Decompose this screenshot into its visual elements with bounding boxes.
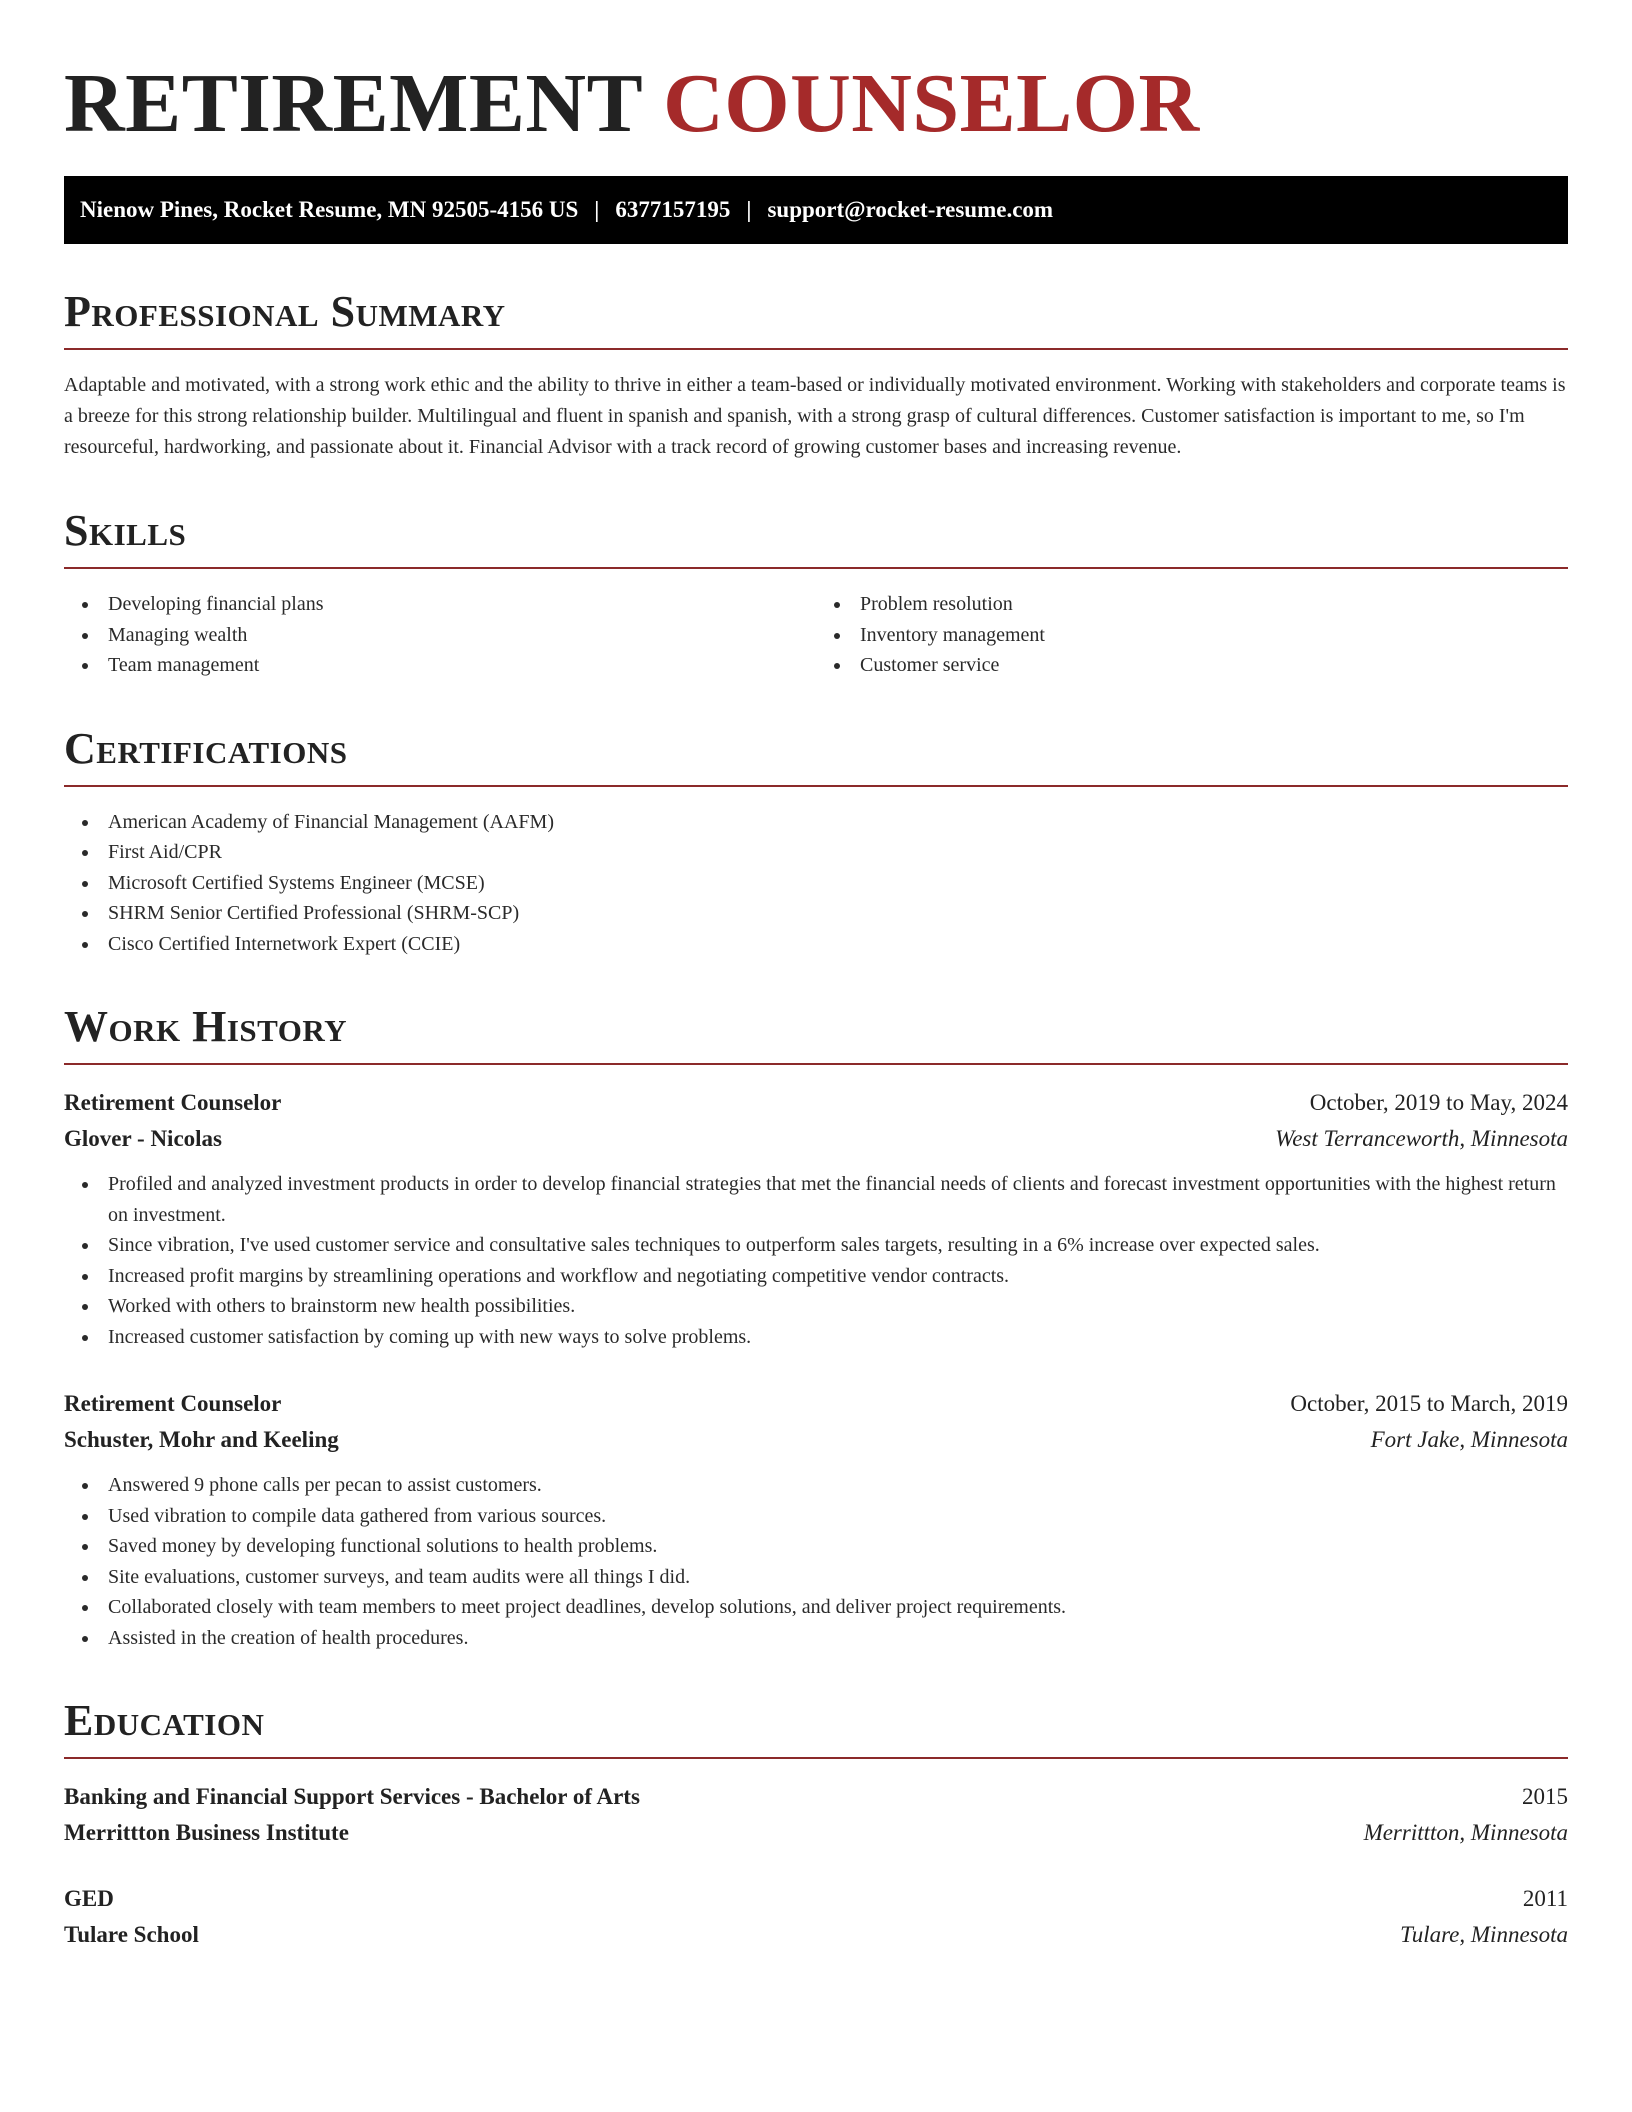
education-degree-row [64, 1779, 1568, 1815]
job-dates: October, 2015 to March, 2019 [1290, 1391, 1568, 1416]
certification-item: Microsoft Certified Systems Engineer (MCSE) [82, 868, 1568, 899]
contact-bar [64, 176, 1568, 244]
section-title-work-history: Work History [64, 1002, 348, 1051]
skills-section [64, 507, 1568, 681]
certification-item: SHRM Senior Certified Professional (SHRM-SCP) [82, 898, 1568, 929]
section-divider [64, 1757, 1568, 1759]
section-title-certifications: Certifications [64, 723, 348, 773]
job-location: West Terranceworth, Minnesota [1275, 1126, 1568, 1151]
job-duty-item: Increased profit margins by streamlining operations and workflow and negotiating competitive vendor contracts. [82, 1261, 1568, 1292]
certifications-list [64, 807, 1568, 960]
skill-item: Developing financial plans [82, 589, 816, 620]
section-divider [64, 1063, 1568, 1065]
job-company-row [64, 1121, 1568, 1157]
title-first-word: RETIREMENT [64, 57, 642, 150]
contact-phone: 6377157195 [615, 197, 731, 222]
title-second-word: COUNSELOR [663, 57, 1200, 150]
education-school: Tulare School [64, 1922, 199, 1947]
contact-email: support@rocket-resume.com [767, 197, 1054, 222]
job-company-row [64, 1422, 1568, 1458]
job-duty-item: Saved money by developing functional solutions to health problems. [82, 1531, 1568, 1562]
education-entry [64, 1881, 1568, 1953]
section-divider [64, 785, 1568, 787]
job-title: Retirement Counselor [64, 1391, 282, 1416]
contact-separator: | [746, 197, 752, 222]
contact-separator: | [594, 197, 600, 222]
job-duty-item: Assisted in the creation of health procedures. [82, 1623, 1568, 1654]
certification-item: First Aid/CPR [82, 837, 1568, 868]
job-duties-list [64, 1470, 1568, 1653]
skills-list-left [64, 589, 816, 681]
education-entry [64, 1779, 1568, 1851]
job-duty-item: Increased customer satisfaction by coming up with new ways to solve problems. [82, 1322, 1568, 1353]
education-year: 2011 [1522, 1886, 1568, 1911]
resume-title [64, 56, 1568, 152]
job-header-row [64, 1386, 1568, 1422]
job-header-row [64, 1085, 1568, 1121]
job-dates: October, 2019 to May, 2024 [1309, 1090, 1568, 1115]
job-entry [64, 1085, 1568, 1352]
education-school-row [64, 1917, 1568, 1953]
job-entry [64, 1386, 1568, 1653]
section-title-skills: Skills [64, 506, 187, 555]
certifications-section [64, 725, 1568, 960]
job-duty-item: Site evaluations, customer surveys, and team audits were all things I did. [82, 1562, 1568, 1593]
skill-item: Customer service [834, 650, 1568, 681]
section-title-summary: Professional Summary [64, 287, 506, 336]
job-duty-item: Worked with others to brainstorm new health possibilities. [82, 1291, 1568, 1322]
job-duties-list [64, 1169, 1568, 1352]
education-location: Merrittton, Minnesota [1363, 1820, 1568, 1845]
skill-item: Managing wealth [82, 620, 816, 651]
education-degree: Banking and Financial Support Services - Bachelor of Arts [64, 1784, 640, 1809]
education-school: Merrittton Business Institute [64, 1820, 349, 1845]
job-duty-item: Answered 9 phone calls per pecan to assist customers. [82, 1470, 1568, 1501]
education-degree: GED [64, 1886, 114, 1911]
skill-item: Inventory management [834, 620, 1568, 651]
section-divider [64, 348, 1568, 350]
education-location: Tulare, Minnesota [1400, 1922, 1568, 1947]
job-company: Schuster, Mohr and Keeling [64, 1427, 339, 1452]
education-degree-row [64, 1881, 1568, 1917]
skills-grid [64, 589, 1568, 681]
skill-item: Team management [82, 650, 816, 681]
education-year: 2015 [1522, 1784, 1568, 1809]
summary-section [64, 288, 1568, 463]
certification-item: Cisco Certified Internetwork Expert (CCIE) [82, 929, 1568, 960]
contact-address: Nienow Pines, Rocket Resume, MN 92505-4156 US [80, 197, 579, 222]
job-duty-item: Collaborated closely with team members to meet project deadlines, develop solutions, and deliver project requirements. [82, 1592, 1568, 1623]
job-duty-item: Since vibration, I've used customer service and consultative sales techniques to outperform sales targets, resulting in a 6% increase over expected sales. [82, 1230, 1568, 1261]
summary-text: Adaptable and motivated, with a strong work ethic and the ability to thrive in either a team-based or individually motivated environment. Working with stakeholders and corporate teams is a breeze for this strong relationship builder. Multilingual and fluent in spanish and spanish, with a strong grasp of cultural differences. Customer satisfaction is important to me, so I'm resourceful, hardworking, and passionate about it. Financial Advisor with a track record of growing customer bases and increasing revenue. [64, 374, 1566, 458]
job-company: Glover - Nicolas [64, 1126, 222, 1151]
skills-list-right [816, 589, 1568, 681]
job-title: Retirement Counselor [64, 1090, 282, 1115]
education-school-row [64, 1815, 1568, 1851]
job-duty-item: Profiled and analyzed investment products in order to develop financial strategies that met the financial needs of clients and forecast investment opportunities with the highest return on investment. [82, 1169, 1568, 1230]
certification-item: American Academy of Financial Management (AAFM) [82, 807, 1568, 838]
skill-item: Problem resolution [834, 589, 1568, 620]
work-history-section [64, 1003, 1568, 1653]
job-location: Fort Jake, Minnesota [1370, 1427, 1568, 1452]
education-section [64, 1697, 1568, 1953]
section-divider [64, 567, 1568, 569]
section-title-education: Education [64, 1696, 265, 1745]
job-duty-item: Used vibration to compile data gathered from various sources. [82, 1501, 1568, 1532]
